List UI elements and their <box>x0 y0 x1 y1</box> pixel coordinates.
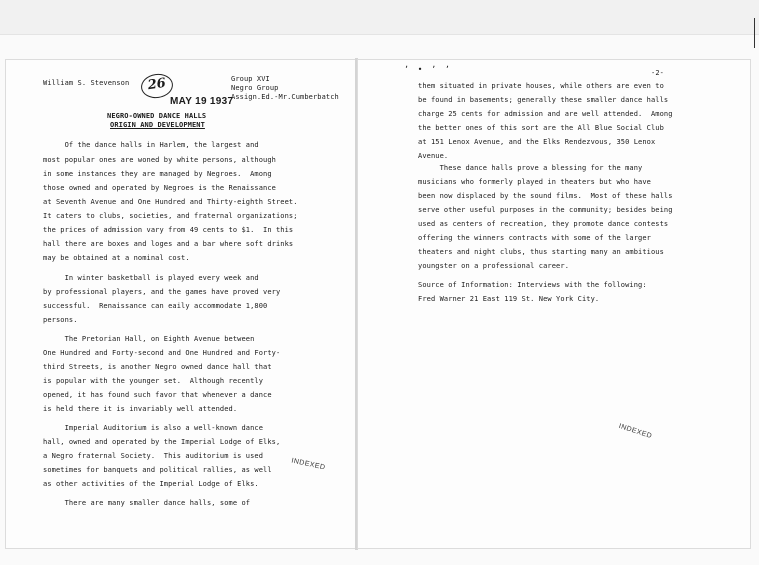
left-line: The Pretorian Hall, on Eighth Avenue between <box>43 335 255 343</box>
right-line: them situated in private houses, while others are even to <box>418 82 664 90</box>
left-line: successful. Renaissance can eaily accommodate 1,800 <box>43 302 268 310</box>
right-line: serve other useful purposes in the community; besides being <box>418 206 673 214</box>
title-line-2: ORIGIN AND DEVELOPMENT <box>110 121 205 129</box>
left-line: in some instances they are managed by Negroes. Among <box>43 170 272 178</box>
left-line: is popular with the younger set. Although recently <box>43 377 264 385</box>
left-line: There are many smaller dance halls, some of <box>43 499 251 507</box>
left-line: It caters to clubs, societies, and fraternal organizations; <box>43 212 298 220</box>
right-line: theaters and night clubs, thus starting many an ambitious <box>418 248 664 256</box>
right-line: youngster on a professional career. <box>418 262 570 270</box>
left-line: by professional players, and the games have proved very <box>43 288 281 296</box>
left-line: at Seventh Avenue and One Hundred and Thirty-eighth Street. <box>43 198 298 206</box>
left-line: as other activities of the Imperial Lodge of Elks. <box>43 480 259 488</box>
left-line: most popular ones are woned by white persons, although <box>43 156 276 164</box>
left-line: Imperial Auditorium is also a well-known dance <box>43 424 264 432</box>
page-number: -2- <box>651 69 664 77</box>
scan-specks: ʼ • ʼ ʼ <box>404 65 452 74</box>
left-line: is held there it is invariably well attended. <box>43 405 238 413</box>
indexed-stamp-right: INDEXED <box>617 422 653 441</box>
right-line: the better ones of this sort are the All Blue Social Club <box>418 124 664 132</box>
handwritten-number-stamp: 26 <box>139 72 174 100</box>
left-line: a Negro fraternal Society. This auditorium is used <box>43 452 264 460</box>
right-line: be found in basements; generally these smaller dance halls <box>418 96 669 104</box>
right-line: Source of Information: Interviews with the following: <box>418 281 647 289</box>
left-line: sometimes for banquets and political rallies, as well <box>43 466 272 474</box>
right-line: These dance halls prove a blessing for the many <box>418 164 643 172</box>
right-line: Avenue. <box>418 152 449 160</box>
left-line: Of the dance halls in Harlem, the largest and <box>43 141 259 149</box>
author-name: William S. Stevenson <box>43 79 130 87</box>
right-line: at 151 Lenox Avenue, and the Elks Rendezvous, 350 Lenox <box>418 138 656 146</box>
right-line: been now displaced by the sound films. Most of these halls <box>418 192 673 200</box>
left-line: third Streets, is another Negro owned dance hall that <box>43 363 272 371</box>
right-line: Fred Warner 21 East 119 St. New York City. <box>418 295 600 303</box>
date-stamp: MAY 19 1937 <box>170 96 234 107</box>
left-line: In winter basketball is played every week and <box>43 274 259 282</box>
right-line: charge 25 cents for admission and are well attended. Among <box>418 110 673 118</box>
left-line: may be obtained at a nominal cost. <box>43 254 190 262</box>
group-line-2: Negro Group <box>231 84 279 92</box>
binding-strip <box>0 0 759 35</box>
left-line: opened, it has found such favor that whenever a dance <box>43 391 272 399</box>
group-line-1: Group XVI <box>231 75 270 83</box>
left-line: those owned and operated by Negroes is the Renaissance <box>43 184 276 192</box>
left-line: the prices of admission vary from 49 cents to $1. In this <box>43 226 294 234</box>
left-line: One Hundred and Forty-second and One Hundred and Forty- <box>43 349 281 357</box>
page-two <box>358 60 750 548</box>
left-line: persons. <box>43 316 78 324</box>
title-line-1: NEGRO-OWNED DANCE HALLS <box>107 112 207 120</box>
indexed-stamp-left: INDEXED <box>290 457 326 472</box>
left-line: hall, owned and operated by the Imperial Lodge of Elks, <box>43 438 281 446</box>
right-line: used as centers of recreation, they promote dance contests <box>418 220 669 228</box>
group-line-3: Assign.Ed.-Mr.Cumberbatch <box>231 93 339 101</box>
edge-mark <box>754 18 755 48</box>
right-line: offering the winners contracts with some of the larger <box>418 234 651 242</box>
left-line: hall there are boxes and loges and a bar where soft drinks <box>43 240 294 248</box>
right-line: musicians who formerly played in theaters but who have <box>418 178 651 186</box>
